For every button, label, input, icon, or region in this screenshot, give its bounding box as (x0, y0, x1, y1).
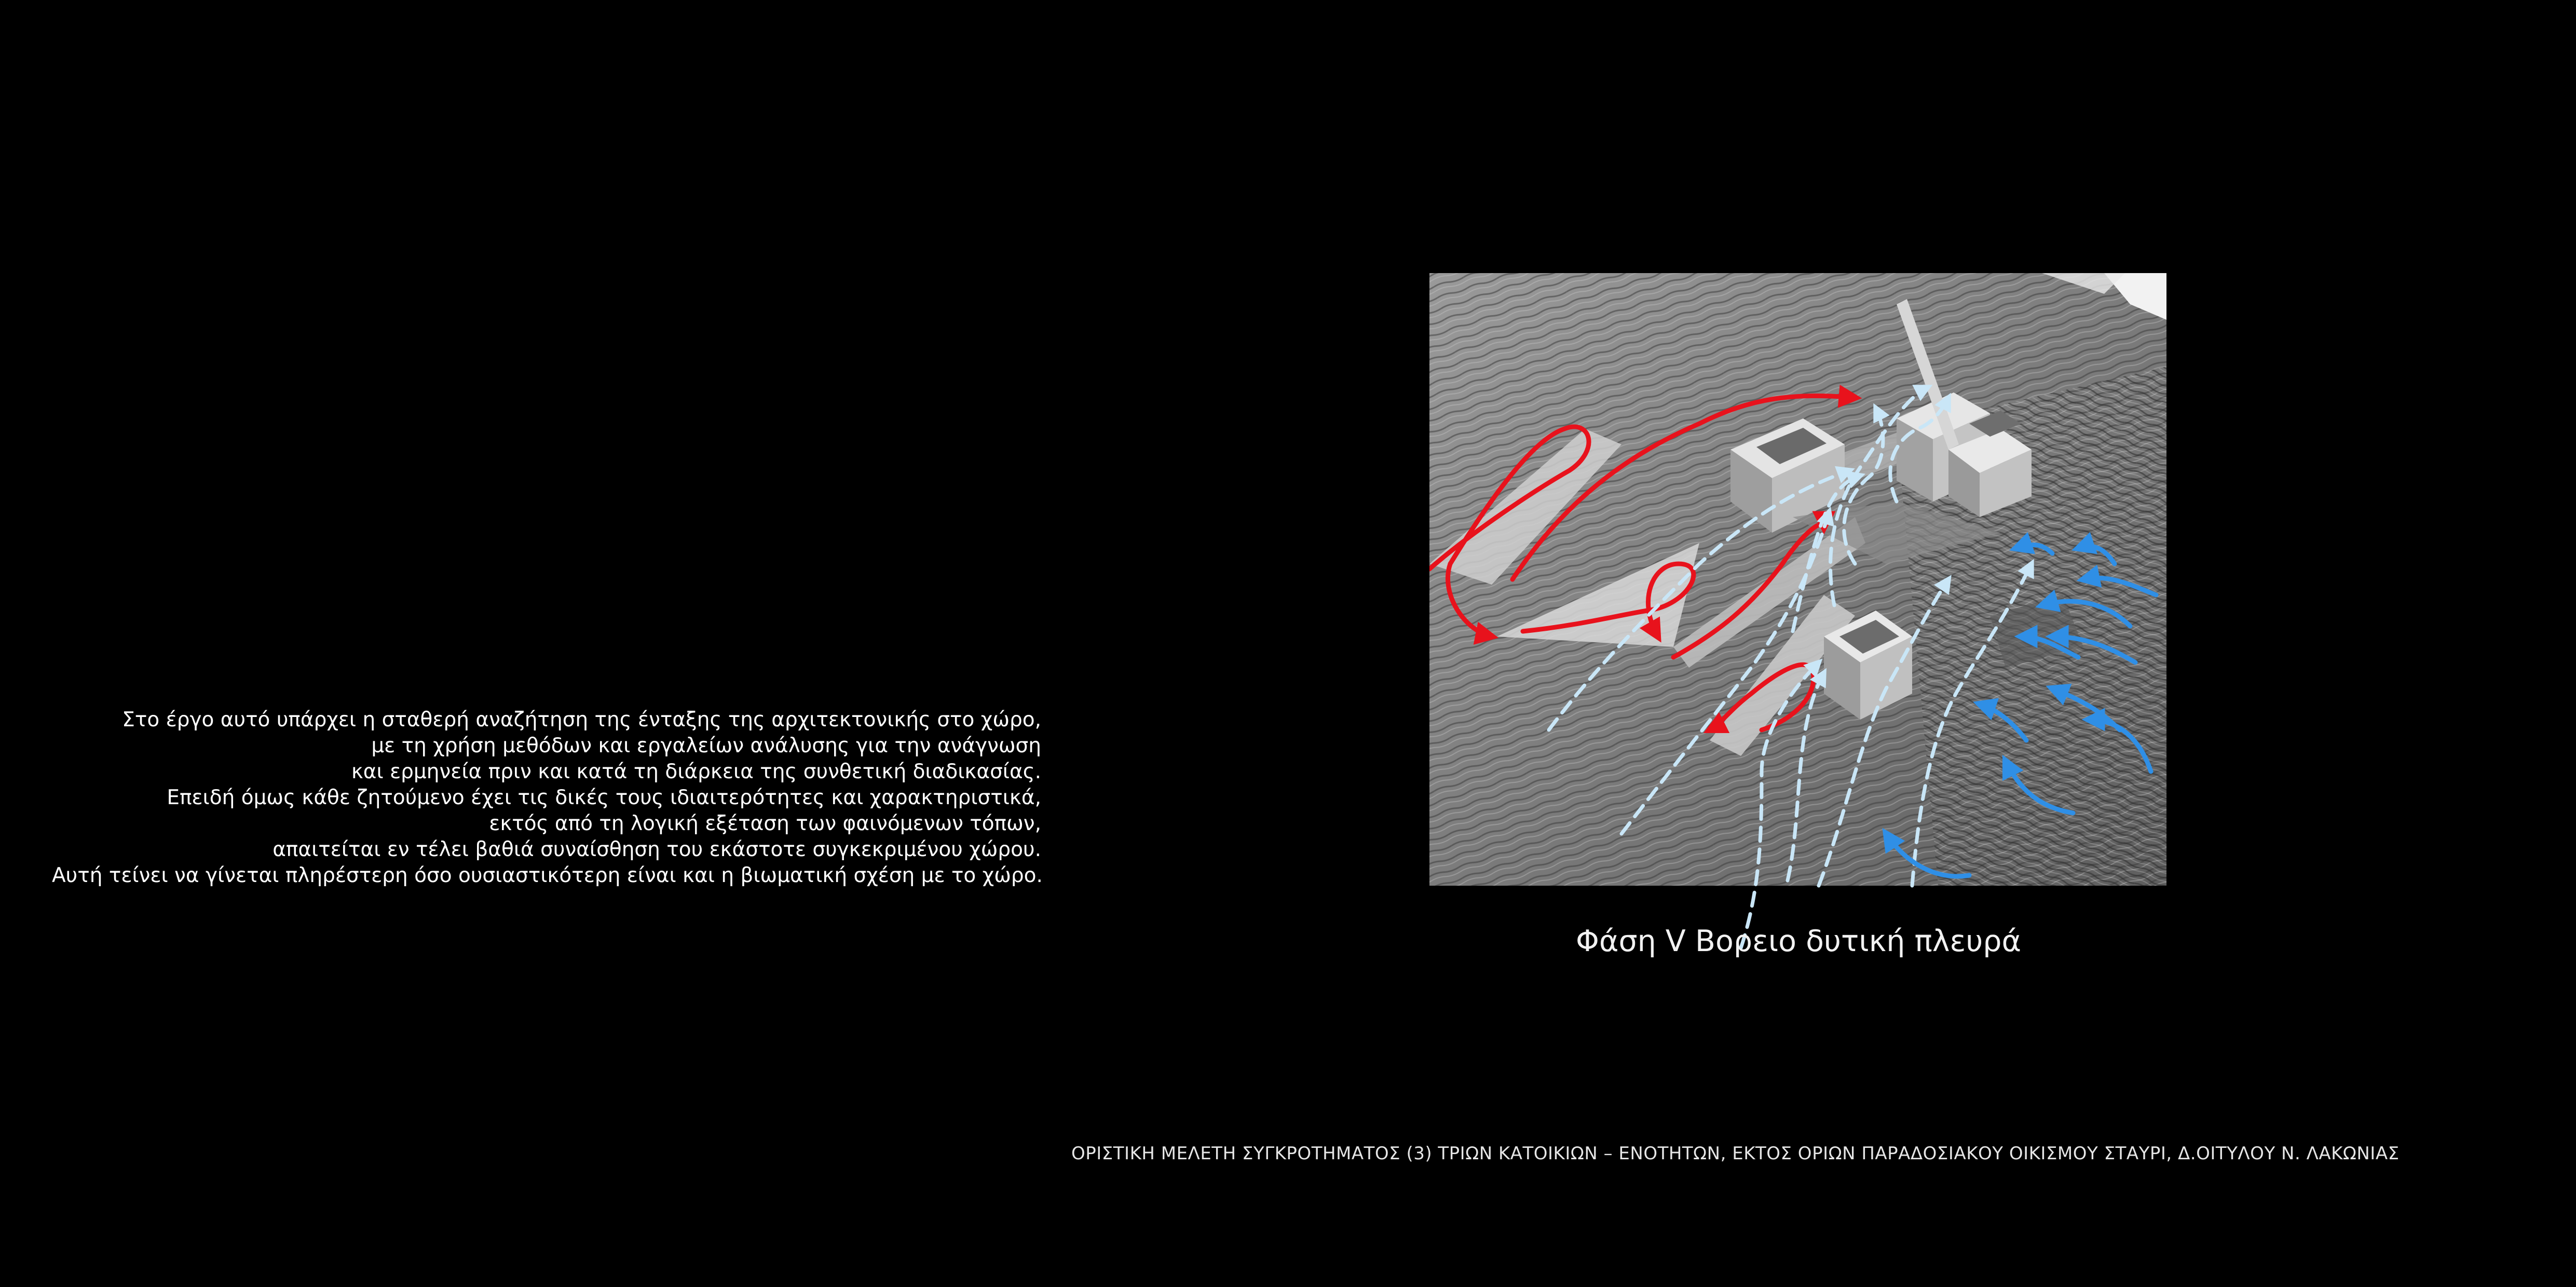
description-line: Στο έργο αυτό υπάρχει η σταθερή αναζήτηση της ένταξης της αρχιτεκτονικής στο χώρο, (122, 708, 1041, 731)
figure-caption: Φάση V Βορειο δυτική πλευρά (1576, 924, 2022, 958)
description-line: απαιτείται εν τέλει βαθιά συναίσθηση του εκάστοτε συγκεκριμένου χώρου. (272, 838, 1041, 861)
model-photo (1429, 273, 2166, 886)
description-line: Αυτή τείνει να γίνεται πληρέστερη όσο ουσιαστικότερη είναι και η βιωματική σχέση με το χώρο. (52, 864, 1043, 887)
description-line: Επειδή όμως κάθε ζητούμενο έχει τις δικές τους ιδιαιτερότητες και χαρακτηριστικά, (167, 786, 1041, 809)
description-line: και ερμηνεία πριν και κατά τη διάρκεια της συνθετική διαδικασίας. (351, 760, 1041, 783)
description-line: με τη χρήση μεθόδων και εργαλείων ανάλυσης για την ανάγνωση (371, 734, 1041, 757)
description-text (52, 707, 1041, 889)
description-line: εκτός από τη λογική εξέταση των φαινόμενων τόπων, (489, 812, 1041, 835)
footer-title: ΟΡΙΣΤΙΚΗ ΜΕΛΕΤΗ ΣΥΓΚΡΟΤΗΜΑΤΟΣ (3) ΤΡΙΩΝ ΚΑΤΟΙΚΙΩΝ – ΕΝΟΤΗΤΩΝ, ΕΚΤΟΣ ΟΡΙΩΝ ΠΑΡΑΔΟΣΙΑΚΟΥ ΟΙΚΙΣΜΟΥ ΣΤΑΥΡΙ, Δ.ΟΙΤΥΛΟΥ Ν. ΛΑΚΩΝΙΑΣ (1071, 1143, 2400, 1164)
